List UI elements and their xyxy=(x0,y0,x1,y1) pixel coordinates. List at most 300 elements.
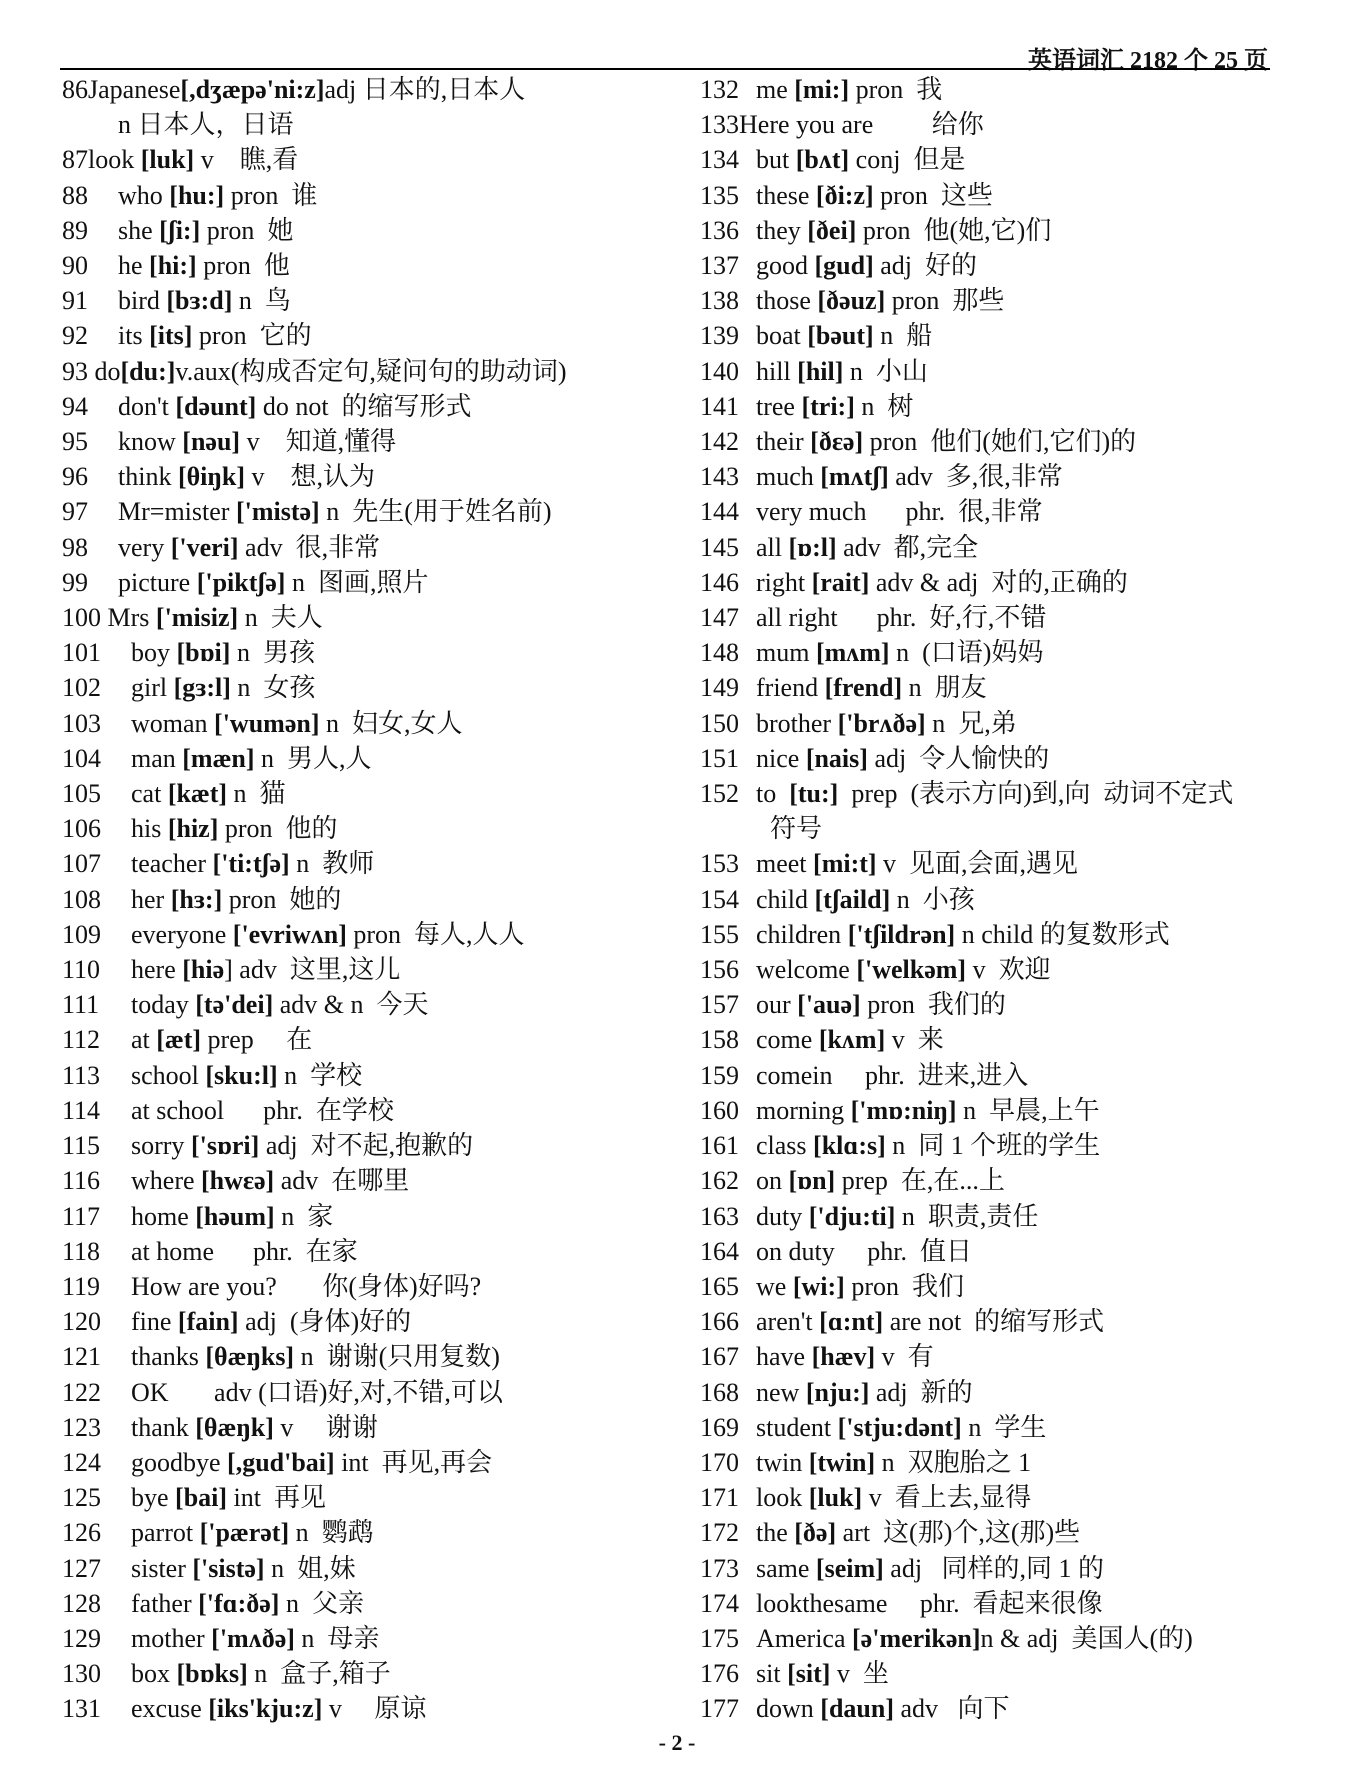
vocab-entry xyxy=(62,72,662,107)
entry-word: box xyxy=(118,1659,177,1689)
vocab-entry xyxy=(700,1022,1290,1057)
entry-definition: v 原谅 xyxy=(322,1694,427,1724)
entry-definition: pron 谁 xyxy=(224,180,318,210)
vocab-entry xyxy=(700,635,1290,670)
vocab-entry xyxy=(62,600,662,635)
entry-definition: n 学生 xyxy=(961,1412,1047,1442)
vocab-entry xyxy=(62,1128,662,1163)
entry-number: 91 xyxy=(62,286,88,316)
entry-word: same xyxy=(756,1553,816,1583)
entry-word: cat xyxy=(118,779,168,809)
entry-number: 154 xyxy=(700,884,739,914)
entry-word: come xyxy=(756,1025,819,1055)
vocab-entry xyxy=(700,1093,1290,1128)
entry-number: 119 xyxy=(62,1271,101,1301)
vocab-entry xyxy=(62,1304,662,1339)
entry-phonetic: ['wumən] xyxy=(214,708,320,738)
entry-definition: pron 我们 xyxy=(844,1271,964,1301)
entry-definition: pron 她的 xyxy=(222,884,342,914)
entry-definition: n 船 xyxy=(873,321,933,351)
entry-definition: pron 我们的 xyxy=(860,990,1006,1020)
entry-word: picture xyxy=(118,567,197,597)
entry-definition: n 教师 xyxy=(289,849,375,879)
entry-number: 135 xyxy=(700,180,739,210)
entry-phonetic: [hil] xyxy=(797,356,844,386)
entry-definition: v 想,认为 xyxy=(244,462,375,492)
vocab-entry xyxy=(700,72,1290,107)
entry-word: OK adv (口语)好,对,不错,可以 xyxy=(118,1377,503,1407)
entry-definition: int 再见,再会 xyxy=(334,1447,493,1477)
vocab-entry xyxy=(62,530,662,565)
entry-definition: adj 令人愉快的 xyxy=(867,743,1050,773)
vocab-entry xyxy=(62,1445,662,1480)
entry-phonetic: [kæt] xyxy=(167,779,228,809)
entry-number: 115 xyxy=(62,1131,101,1161)
entry-word: but xyxy=(756,145,796,175)
vocab-entry xyxy=(62,283,662,318)
entry-word: comein phr. 进来,进入 xyxy=(756,1060,1029,1090)
entry-phonetic: [ðɛə] xyxy=(810,427,864,457)
entry-definition: n 学校 xyxy=(277,1060,363,1090)
entry-phonetic: [ɒ:l] xyxy=(788,532,837,562)
vocab-entry xyxy=(700,1445,1290,1480)
entry-number: 110 xyxy=(62,955,101,985)
entry-word: morning xyxy=(756,1095,851,1125)
entry-definition: pron 他们(她们,它们)的 xyxy=(863,427,1137,457)
vocab-entry xyxy=(700,107,1290,142)
entry-definition: n 家 xyxy=(274,1201,334,1231)
entry-word: their xyxy=(756,427,811,457)
entry-number: 127 xyxy=(62,1553,101,1583)
entry-word: How are you? 你(身体)好吗? xyxy=(118,1271,482,1301)
vocab-entry xyxy=(700,1551,1290,1586)
entry-word: friend xyxy=(756,673,825,703)
entry-number: 147 xyxy=(700,603,739,633)
entry-number: 95 xyxy=(62,427,88,457)
entry-number: 138 xyxy=(700,286,739,316)
entry-word: goodbye xyxy=(118,1447,228,1477)
entry-word: at home phr. 在家 xyxy=(118,1236,358,1266)
entry-definition: adv 在哪里 xyxy=(274,1166,410,1196)
entry-phonetic: [sku:l] xyxy=(205,1060,278,1090)
entry-word: at xyxy=(118,1025,157,1055)
entry-phonetic: [nais] xyxy=(805,743,868,773)
entry-number: 88 xyxy=(62,180,88,210)
vocab-entry xyxy=(700,917,1290,952)
entry-number: 171 xyxy=(700,1483,739,1513)
entry-number: 167 xyxy=(700,1342,739,1372)
entry-number: 132 xyxy=(700,75,739,104)
entry-definition: adj 好的 xyxy=(873,251,978,281)
entry-phonetic: ['sistə] xyxy=(192,1553,265,1583)
entry-number: 118 xyxy=(62,1236,101,1266)
entry-word: mother xyxy=(118,1623,212,1653)
vocab-entry xyxy=(62,389,662,424)
entry-number: 165 xyxy=(700,1271,739,1301)
entry-number: 140 xyxy=(700,356,739,386)
entry-phonetic: ['misiz] xyxy=(155,603,239,633)
vocab-entry xyxy=(700,494,1290,529)
entry-phonetic: [tri:] xyxy=(801,391,855,421)
entry-phonetic: ['veri] xyxy=(170,532,239,562)
entry-phonetic: [mʌtʃ] xyxy=(820,462,889,492)
vocab-entry xyxy=(62,248,662,283)
entry-phonetic: ['ti:tʃə] xyxy=(212,849,290,879)
entry-word: twin xyxy=(756,1447,809,1477)
entry-number: 101 xyxy=(62,638,101,668)
entry-number: 139 xyxy=(700,321,739,351)
header-rule xyxy=(60,68,1270,70)
vocab-entry xyxy=(700,1410,1290,1445)
entry-word: Japanese xyxy=(88,75,181,104)
vocab-entry xyxy=(62,1375,662,1410)
entry-phonetic: [bɒks] xyxy=(176,1659,248,1689)
entry-definition: int 再见 xyxy=(227,1483,326,1513)
entry-word: have xyxy=(756,1342,812,1372)
vocab-entry xyxy=(700,1269,1290,1304)
entry-number: 177 xyxy=(700,1694,739,1724)
vocab-entry xyxy=(700,1163,1290,1198)
vocab-entry xyxy=(62,459,662,494)
entry-phonetic: [kʌm] xyxy=(818,1025,886,1055)
entry-phonetic: [luk] xyxy=(808,1483,863,1513)
entry-definition: n child 的复数形式 xyxy=(955,919,1170,949)
entry-word: bird xyxy=(118,286,167,316)
entry-number: 150 xyxy=(700,708,739,738)
entry-word: Mr=mister xyxy=(118,497,236,527)
entry-number: 169 xyxy=(700,1412,739,1442)
vocab-entry xyxy=(700,354,1290,389)
entry-definition: n 朋友 xyxy=(902,673,987,703)
entry-number: 90 xyxy=(62,251,88,281)
entry-word: sorry xyxy=(118,1131,191,1161)
entry-definition: v 坐 xyxy=(830,1659,889,1689)
vocab-entry xyxy=(62,142,662,177)
entry-number: 111 xyxy=(62,990,100,1020)
entry-definition: pron 它的 xyxy=(192,321,312,351)
entry-definition: n 兄,弟 xyxy=(925,708,1017,738)
entry-word: all xyxy=(756,532,789,562)
entry-definition: n 同 1 个班的学生 xyxy=(885,1131,1101,1161)
entry-phonetic: ['mistə] xyxy=(235,497,320,527)
vocab-entry xyxy=(700,1058,1290,1093)
vocab-entry xyxy=(62,565,662,600)
entry-number: 175 xyxy=(700,1623,739,1653)
entry-number: 161 xyxy=(700,1131,739,1161)
entry-word: child xyxy=(756,884,815,914)
vocab-entry xyxy=(700,318,1290,353)
entry-word: we xyxy=(756,1271,793,1301)
entry-phonetic: [ðə] xyxy=(794,1518,837,1548)
entry-definition: prep 在 xyxy=(201,1025,313,1055)
entry-phonetic: [nəu] xyxy=(182,427,241,457)
vocab-entry xyxy=(700,1199,1290,1234)
entry-word: Here you are 给你 xyxy=(739,110,984,140)
entry-definition: n 鸟 xyxy=(232,286,291,316)
vocab-entry xyxy=(62,917,662,952)
vocab-entry xyxy=(700,1128,1290,1163)
entry-definition: pron 每人,人人 xyxy=(346,919,525,949)
entry-number: 149 xyxy=(700,673,739,703)
vocab-entry xyxy=(700,213,1290,248)
entry-number: 87 xyxy=(62,145,88,175)
entry-phonetic: [hu:] xyxy=(169,180,225,210)
vocab-entry xyxy=(62,1551,662,1586)
entry-number: 159 xyxy=(700,1060,739,1090)
entry-definition: pron 他的 xyxy=(218,814,338,844)
entry-word: class xyxy=(756,1131,814,1161)
vocab-entry xyxy=(62,987,662,1022)
entry-number: 126 xyxy=(62,1518,101,1548)
entry-phonetic: [ðəuz] xyxy=(817,286,886,316)
entry-number: 151 xyxy=(700,743,739,773)
entry-definition: n 小孩 xyxy=(890,884,975,914)
entry-word: these xyxy=(756,180,816,210)
entry-definition: conj 但是 xyxy=(849,145,966,175)
entry-number: 166 xyxy=(700,1307,739,1337)
entry-word: woman xyxy=(118,708,215,738)
vocab-entry xyxy=(62,178,662,213)
entry-number: 176 xyxy=(700,1659,739,1689)
entry-definition: prep (表示方向)到,向 动词不定式 xyxy=(838,779,1234,809)
entry-number: 105 xyxy=(62,779,101,809)
vocab-entry xyxy=(700,952,1290,987)
entry-number: 156 xyxy=(700,955,739,985)
entry-number: 99 xyxy=(62,567,88,597)
entry-phonetic: [luk] xyxy=(140,145,195,175)
vocab-entry xyxy=(700,389,1290,424)
entry-number: 157 xyxy=(700,990,739,1020)
entry-phonetic: [tʃaild] xyxy=(814,884,891,914)
entry-number: 109 xyxy=(62,919,101,949)
entry-phonetic: [hɜ:] xyxy=(170,884,223,914)
entry-word: here xyxy=(118,955,183,985)
entry-phonetic: [,gud'bai] xyxy=(227,1447,335,1477)
entry-number: 144 xyxy=(700,497,739,527)
entry-word: those xyxy=(756,286,818,316)
entry-word: right xyxy=(756,567,812,597)
entry-continuation: n 日本人，日语 xyxy=(118,110,294,140)
entry-phonetic: [iks'kju:z] xyxy=(208,1694,323,1724)
entry-word: fine xyxy=(118,1307,178,1337)
entry-phonetic: [wi:] xyxy=(792,1271,845,1301)
vocab-entry xyxy=(62,1022,662,1057)
entry-definition: adj 日本的,日本人 xyxy=(324,75,526,104)
entry-word: meet xyxy=(756,849,814,879)
entry-definition: n 女孩 xyxy=(230,673,316,703)
entry-definition: v 谢谢 xyxy=(273,1412,378,1442)
entry-definition: pron 我 xyxy=(849,75,943,104)
entry-definition: n 早晨,上午 xyxy=(956,1095,1100,1125)
entry-phonetic: [ə'merikən] xyxy=(852,1623,981,1653)
entry-number: 136 xyxy=(700,215,739,245)
entry-number: 98 xyxy=(62,532,88,562)
entry-number: 86 xyxy=(62,75,88,104)
entry-number: 117 xyxy=(62,1201,101,1231)
entry-phonetic: [twin] xyxy=(808,1447,876,1477)
entry-word: he xyxy=(118,251,150,281)
entry-definition: v 瞧,看 xyxy=(194,145,299,175)
vocab-entry xyxy=(62,424,662,459)
entry-word: school xyxy=(118,1060,206,1090)
entry-word: mum xyxy=(756,638,816,668)
entry-phonetic: [frend] xyxy=(824,673,903,703)
entry-word: home xyxy=(118,1201,196,1231)
entry-word: sister xyxy=(118,1553,193,1583)
vocab-entry xyxy=(62,1691,662,1726)
entry-definition: n 双胞胎之 1 xyxy=(875,1447,1032,1477)
vocab-column-right xyxy=(700,72,1290,1727)
vocab-entry xyxy=(62,213,662,248)
vocab-entry xyxy=(62,1199,662,1234)
entry-definition: pron 他(她,它)们 xyxy=(856,215,1052,245)
entry-word: down xyxy=(756,1694,821,1724)
vocab-entry xyxy=(700,459,1290,494)
entry-number: 143 xyxy=(700,462,739,492)
vocab-entry xyxy=(700,424,1290,459)
vocab-entry xyxy=(700,1691,1290,1726)
entry-number: 130 xyxy=(62,1659,101,1689)
entry-phonetic: ['auə] xyxy=(797,990,861,1020)
entry-definition: n 男孩 xyxy=(230,638,315,668)
entry-number: 137 xyxy=(700,251,739,281)
entry-phonetic: ['mʌðə] xyxy=(211,1623,295,1653)
entry-definition: n & adj 美国人(的) xyxy=(980,1623,1193,1653)
entry-number: 148 xyxy=(700,638,739,668)
entry-definition: n 妇女,女人 xyxy=(319,708,463,738)
vocab-entry xyxy=(62,1163,662,1198)
entry-phonetic: [,dʒæpə'ni:z] xyxy=(180,75,325,104)
entry-definition: adj 同样的,同 1 的 xyxy=(883,1553,1105,1583)
entry-definition: v.aux(构成否定句,疑问句的助动词) xyxy=(175,356,567,386)
vocab-entry xyxy=(700,987,1290,1022)
entry-word: they xyxy=(756,215,808,245)
vocab-entry xyxy=(62,811,662,846)
entry-definition: adv 很,非常 xyxy=(238,532,381,562)
entry-word: Mrs xyxy=(107,603,156,633)
entry-word: all right phr. 好,行,不错 xyxy=(756,603,1047,633)
entry-word: brother xyxy=(756,708,838,738)
entry-definition: pron 她 xyxy=(200,215,294,245)
entry-definition: pron 他 xyxy=(196,251,290,281)
entry-definition: n 图画,照片 xyxy=(285,567,429,597)
entry-definition: n 男人,人 xyxy=(254,743,372,773)
entry-word: her xyxy=(118,884,171,914)
entry-phonetic: ['pærət] xyxy=(199,1518,290,1548)
vocab-entry xyxy=(700,530,1290,565)
entry-continuation: 符号 xyxy=(770,814,823,844)
vocab-column-left xyxy=(62,72,662,1727)
entry-definition: adj 对不起,抱歉的 xyxy=(259,1131,474,1161)
entry-phonetic: [tu:] xyxy=(789,779,839,809)
entry-definition: n 姐,妹 xyxy=(264,1553,356,1583)
entry-number: 172 xyxy=(700,1518,739,1548)
entry-definition: adv 多,很,非常 xyxy=(888,462,1063,492)
vocab-entry xyxy=(700,706,1290,741)
entry-phonetic: [bɒi] xyxy=(176,638,231,668)
entry-phonetic: [mʌm] xyxy=(815,638,890,668)
entry-word: thanks xyxy=(118,1342,206,1372)
entry-word: aren't xyxy=(756,1307,820,1337)
entry-phonetic: [bəut] xyxy=(807,321,874,351)
entry-number: 163 xyxy=(700,1201,739,1231)
entry-number: 131 xyxy=(62,1694,101,1724)
vocab-entry xyxy=(700,1339,1290,1374)
entry-phonetic: [hiz] xyxy=(167,814,219,844)
vocab-entry xyxy=(700,741,1290,776)
entry-number: 160 xyxy=(700,1095,739,1125)
entry-number: 152 xyxy=(700,779,739,809)
vocab-entry xyxy=(62,1058,662,1093)
entry-word: very much phr. 很,非常 xyxy=(756,497,1043,527)
entry-word: tree xyxy=(756,391,802,421)
vocab-entry xyxy=(62,1515,662,1550)
vocab-entry xyxy=(62,846,662,881)
entry-number: 134 xyxy=(700,145,739,175)
entry-word: where xyxy=(118,1166,202,1196)
vocab-entry xyxy=(700,248,1290,283)
entry-word: at school phr. 在学校 xyxy=(118,1095,394,1125)
entry-definition: n 猫 xyxy=(227,779,286,809)
vocab-entry xyxy=(62,1480,662,1515)
entry-phonetic: [hæv] xyxy=(811,1342,876,1372)
entry-word: don't xyxy=(118,391,176,421)
entry-number: 155 xyxy=(700,919,739,949)
entry-definition: n (口语)妈妈 xyxy=(889,638,1044,668)
entry-phonetic: ['evriwʌn] xyxy=(232,919,347,949)
entry-definition: art 这(那)个,这(那)些 xyxy=(836,1518,1081,1548)
entry-word: man xyxy=(118,743,183,773)
vocab-entry xyxy=(62,494,662,529)
entry-word: today xyxy=(118,990,196,1020)
entry-word: boat xyxy=(756,321,808,351)
entry-number: 96 xyxy=(62,462,88,492)
vocab-entry xyxy=(700,178,1290,213)
entry-word: me xyxy=(756,75,795,104)
entry-word: sit xyxy=(756,1659,788,1689)
entry-word: on duty phr. 值日 xyxy=(756,1236,972,1266)
entry-definition: adv 向下 xyxy=(893,1694,1010,1724)
entry-phonetic: [gud] xyxy=(814,251,874,281)
entry-definition: adv & adj 对的,正确的 xyxy=(869,567,1128,597)
entry-number: 94 xyxy=(62,391,88,421)
entry-definition: pron 那些 xyxy=(885,286,1005,316)
entry-number: 93 xyxy=(62,356,95,386)
entry-definition: n 父亲 xyxy=(279,1588,364,1618)
entry-number: 174 xyxy=(700,1588,739,1618)
entry-definition: n 小山 xyxy=(843,356,928,386)
entry-phonetic: [sit] xyxy=(787,1659,831,1689)
vocab-entry xyxy=(700,846,1290,881)
entry-number: 122 xyxy=(62,1377,101,1407)
entry-definition: n 盒子,箱子 xyxy=(247,1659,391,1689)
vocab-entry xyxy=(62,670,662,705)
entry-word: everyone xyxy=(118,919,233,949)
entry-phonetic: [seim] xyxy=(815,1553,884,1583)
entry-word: hill xyxy=(756,356,798,386)
entry-definition: v 有 xyxy=(875,1342,934,1372)
entry-number: 112 xyxy=(62,1025,101,1055)
entry-number: 170 xyxy=(700,1447,739,1477)
entry-word: duty xyxy=(756,1201,809,1231)
entry-number: 158 xyxy=(700,1025,739,1055)
vocab-entry xyxy=(700,283,1290,318)
entry-phonetic: [fain] xyxy=(177,1307,239,1337)
vocab-entry xyxy=(700,1621,1290,1656)
entry-phonetic: [ɑ:nt] xyxy=(819,1307,884,1337)
vocab-entry xyxy=(700,1515,1290,1550)
entry-word: America xyxy=(756,1623,853,1653)
